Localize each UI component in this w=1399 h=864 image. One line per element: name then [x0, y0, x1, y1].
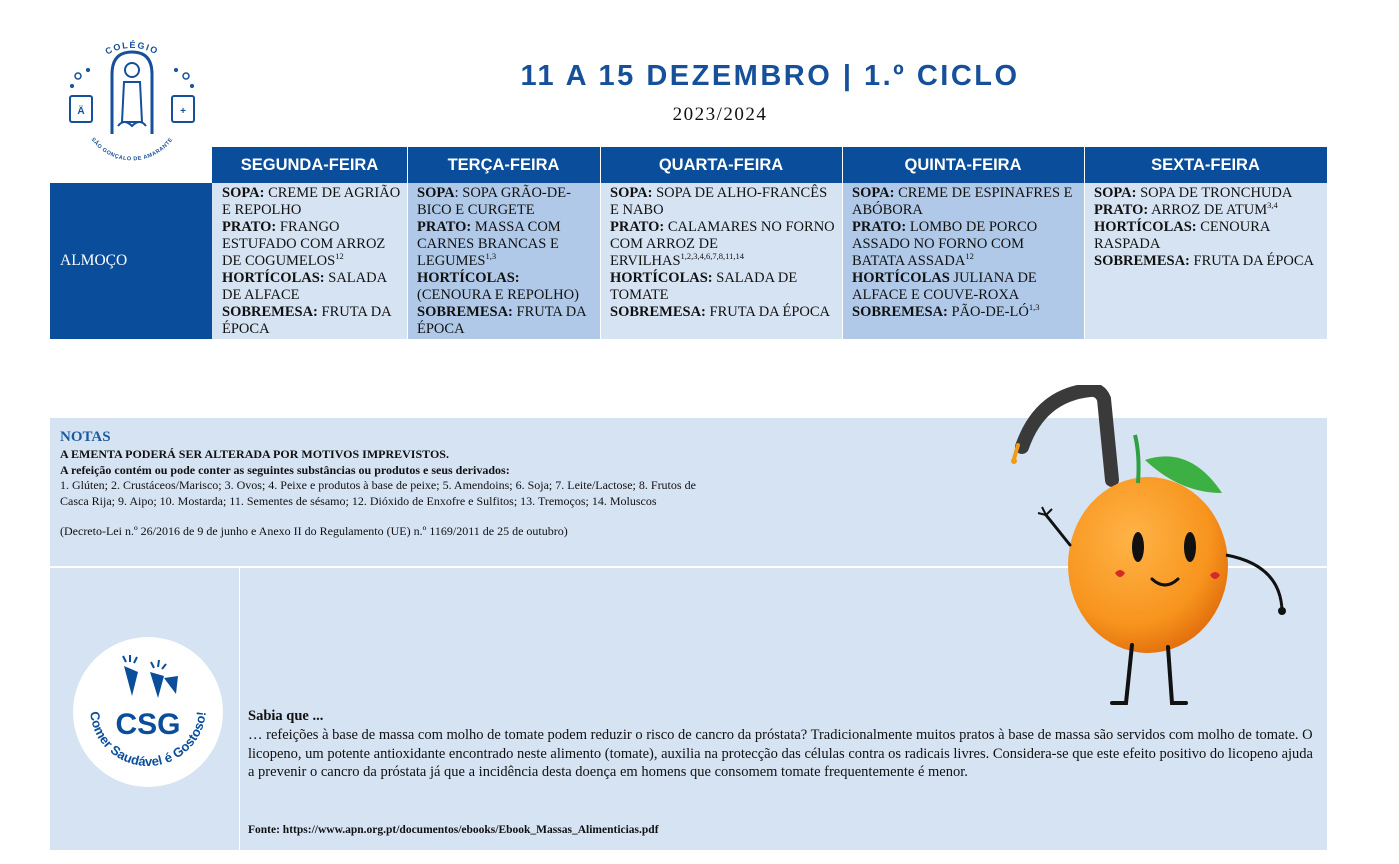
- sopa-text: : SOPA GRÃO-DE-BICO E CURGETE: [417, 185, 571, 218]
- prato-label: PRATO:: [852, 219, 907, 235]
- notes-allergen-intro: A refeição contém ou pode conter as seguintes substâncias ou produtos e seus derivados:: [60, 463, 510, 477]
- school-year: 2023/2024: [672, 104, 768, 125]
- sobremesa-text: FRUTA DA ÉPOCA: [705, 304, 831, 320]
- sobremesa-label: SOBREMESA:: [417, 304, 513, 320]
- horticolas-label: HORTÍCOLAS:: [610, 270, 713, 286]
- column-divider: [842, 147, 843, 339]
- menu-cell-wednesday: [600, 183, 842, 339]
- horticolas-text: CENOURA RASPADA: [1094, 219, 1270, 252]
- day-header-tuesday: TERÇA-FEIRA: [407, 147, 600, 183]
- horticolas-text: (CENOURA E REPOLHO): [417, 287, 579, 303]
- horticolas-text: JULIANA DE ALFACE E COUVE-ROXA: [852, 270, 1037, 303]
- logo-bottom-text: SÃO GONÇALO DE AMARANTE: [89, 136, 175, 163]
- allergen-ref: 1,3: [1028, 302, 1040, 313]
- column-divider: [600, 147, 601, 339]
- column-divider: [407, 147, 408, 339]
- prato-text: LOMBO DE PORCO ASSADO NO FORNO COM BATATA ASSADA: [852, 219, 1038, 269]
- sopa-text: SOPA DE ALHO-FRANCÊS E NABO: [610, 185, 828, 218]
- sopa-label: SOPA:: [852, 185, 895, 201]
- svg-text:Ä: Ä: [77, 106, 85, 117]
- sopa-label: SOPA:: [222, 185, 265, 201]
- allergen-ref: 12: [965, 251, 974, 262]
- sopa-label: SOPA:: [1094, 185, 1137, 201]
- day-header-wednesday: QUARTA-FEIRA: [600, 147, 842, 183]
- horticolas-label: HORTÍCOLAS:: [417, 270, 520, 286]
- menu-cell-monday: [212, 183, 407, 339]
- allergen-list: 1. Glúten; 2. Crustáceos/Marisco; 3. Ovos; 4. Peixe e produtos à base de peixe; 5. Amendoins; 6. Soja; 7. Leite/Lactose; 8. Frutos de Casca Rija; 9. Aipo; 10. Mostarda; 11. Sementes de sésamo; 12. Dióxido de Enxofre e Sulfitos; 13. Tremoços; 14. Moluscos: [60, 478, 696, 508]
- sobremesa-label: SOBREMESA:: [222, 304, 318, 320]
- column-divider: [1084, 147, 1085, 339]
- orange-mascot-illustration: [1000, 385, 1300, 715]
- svg-text:COLÉGIO: [104, 40, 161, 57]
- horticolas-label: HORTÍCOLAS:: [1094, 219, 1197, 235]
- sopa-text: SOPA DE TRONCHUDA: [1136, 185, 1293, 201]
- source-citation: Fonte: https://www.apn.org.pt/documentos/ebooks/Ebook_Massas_Alimenticias.pdf: [248, 824, 659, 836]
- allergen-ref: 1,3: [485, 251, 497, 262]
- csg-abbr: CSG: [115, 708, 181, 741]
- menu-cell-tuesday: [407, 183, 600, 339]
- notes-warning: A EMENTA PODERÁ SER ALTERADA POR MOTIVOS IMPREVISTOS.: [60, 447, 449, 461]
- prato-label: PRATO:: [417, 219, 472, 235]
- allergen-ref: 1,2,3,4,6,7,8,11,14: [680, 251, 744, 262]
- did-you-know-title: Sabia que ...: [248, 708, 324, 724]
- prato-label: PRATO:: [222, 219, 277, 235]
- school-logo: [62, 34, 202, 174]
- day-header-thursday: QUINTA-FEIRA: [842, 147, 1084, 183]
- sopa-text: CREME DE ESPINAFRES E ABÓBORA: [852, 185, 1073, 218]
- horticolas-text: SALADA DE ALFACE: [222, 270, 387, 303]
- prato-text: CALAMARES NO FORNO COM ARROZ DE ERVILHAS: [610, 219, 835, 269]
- day-header-friday: SEXTA-FEIRA: [1084, 147, 1327, 183]
- day-header-monday: SEGUNDA-FEIRA: [212, 147, 407, 183]
- sopa-label: SOPA: [417, 185, 455, 201]
- prato-label: PRATO:: [610, 219, 665, 235]
- csg-slogan: Comer Saudável é Gostoso!: [86, 710, 209, 770]
- svg-text:+: +: [180, 106, 186, 117]
- row-label-lunch: ALMOÇO: [50, 183, 212, 339]
- sobremesa-text: FRUTA DA ÉPOCA: [1189, 253, 1315, 269]
- legal-reference: (Decreto-Lei n.º 26/2016 de 9 de junho e Anexo II do Regulamento (UE) n.º 1169/2011 de 25 de outubro): [60, 524, 568, 538]
- menu-title: 11 A 15 DEZEMBRO | 1.º CICLO: [520, 60, 1020, 92]
- sobremesa-label: SOBREMESA:: [610, 304, 706, 320]
- sobremesa-label: SOBREMESA:: [852, 304, 948, 320]
- menu-cell-thursday: [842, 183, 1084, 339]
- allergen-ref: 3,4: [1267, 200, 1278, 211]
- menu-cell-friday: [1084, 183, 1327, 339]
- sobremesa-label: SOBREMESA:: [1094, 253, 1190, 269]
- csg-badge: [72, 636, 224, 788]
- sobremesa-text: FRUTA DA ÉPOCA: [222, 304, 391, 337]
- horticolas-text: SALADA DE TOMATE: [610, 270, 798, 303]
- svg-text:SÃO GONÇALO DE AMARANTE: [90, 137, 175, 163]
- horticolas-label: HORTÍCOLAS: [852, 270, 950, 286]
- horticolas-label: HORTÍCOLAS:: [222, 270, 325, 286]
- did-you-know-text: … refeições à base de massa com molho de tomate podem reduzir o risco de cancro da próstata? Tradicionalmente muitos pratos à base de massa são servidos com molho de tomate. O licopeno, um potente antioxidante encontrado neste alimento (tomate), auxilia na protecção das células contra os radicais livres. Considera-se que este efeito positivo do licopeno ajuda a prevenir o cancro da próstata já que a incidência desta doença em homens que consomem tomate frequentemente é menor.: [248, 727, 1313, 780]
- sopa-label: SOPA:: [610, 185, 653, 201]
- logo-top-text: COLÉGIO: [103, 39, 161, 57]
- prato-label: PRATO:: [1094, 202, 1149, 218]
- sobremesa-text: FRUTA DA ÉPOCA: [417, 304, 586, 337]
- sopa-text: CREME DE AGRIÃO E REPOLHO: [222, 185, 401, 218]
- notes-title: NOTAS: [60, 429, 111, 445]
- prato-text: FRANGO ESTUFADO COM ARROZ DE COGUMELOS: [222, 219, 386, 269]
- prato-text: MASSA COM CARNES BRANCAS E LEGUMES: [417, 219, 561, 269]
- prato-text: ARROZ DE ATUM: [1148, 202, 1268, 218]
- allergen-ref: 12: [335, 251, 344, 262]
- sobremesa-text: PÃO-DE-LÓ: [947, 304, 1029, 320]
